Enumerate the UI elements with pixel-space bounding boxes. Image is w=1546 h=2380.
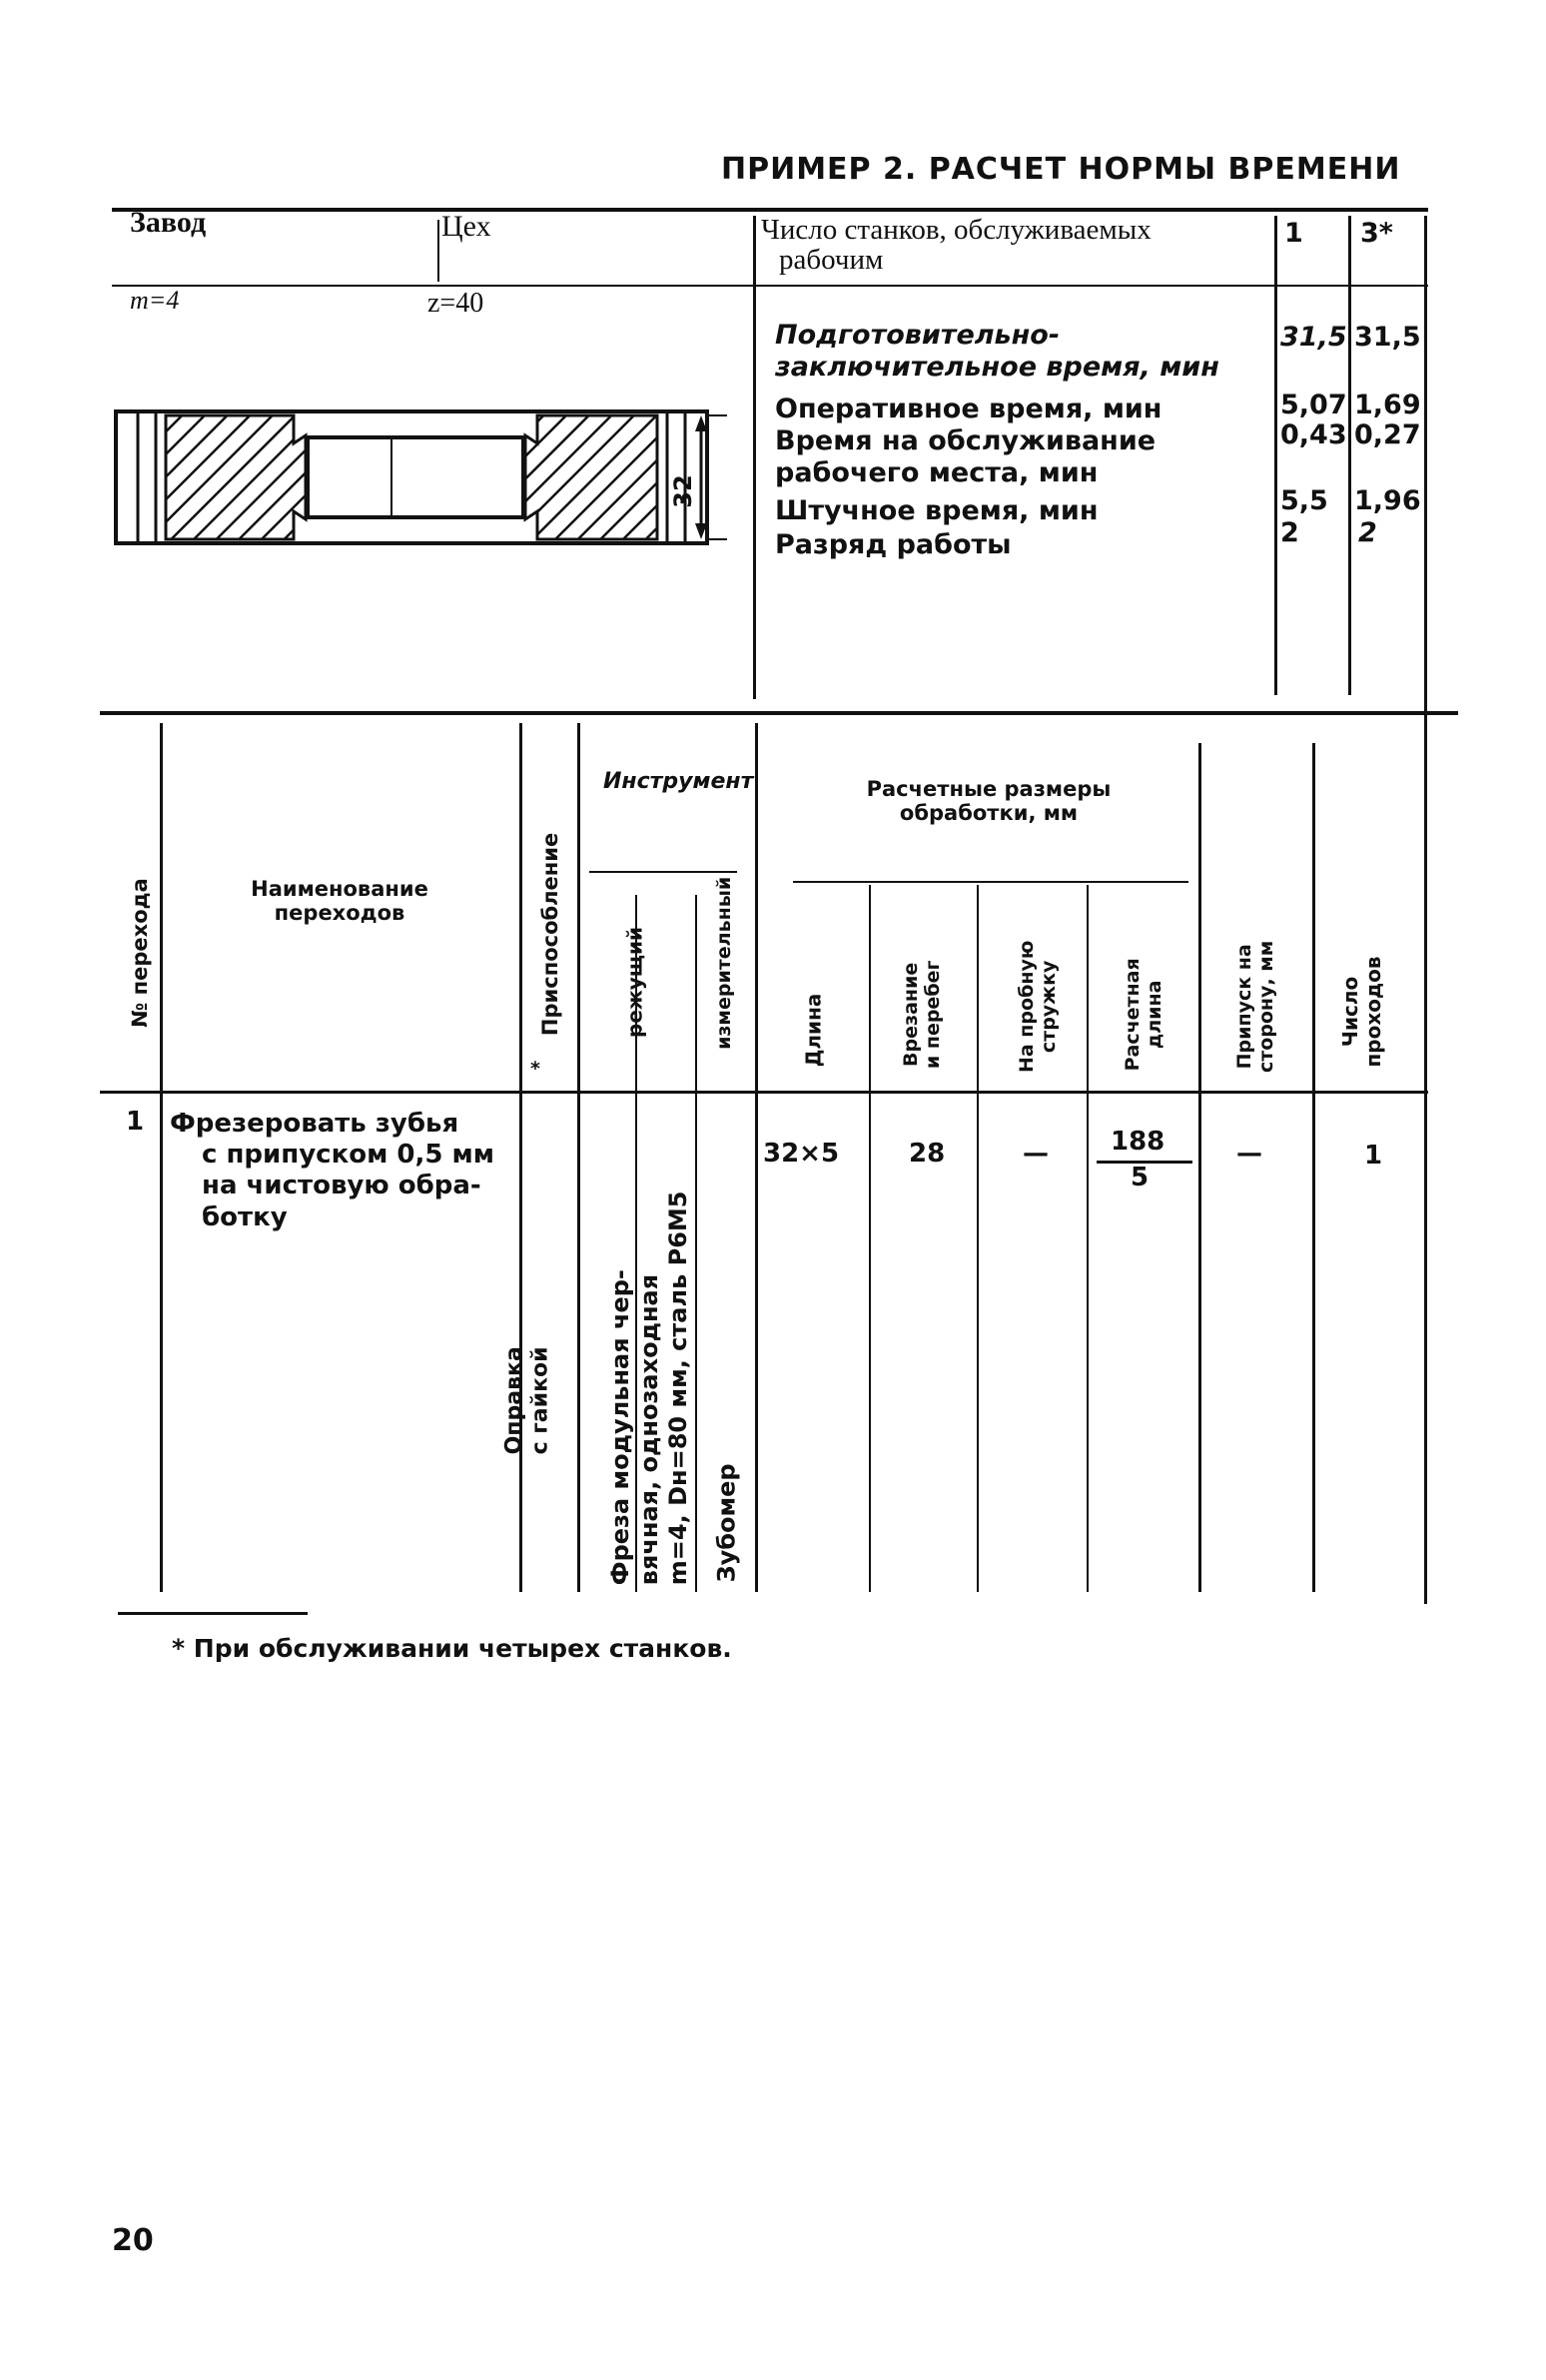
th-allowance: Припуск на сторону, мм	[1233, 940, 1277, 1074]
row-name	[170, 1109, 519, 1233]
param-service-v2: 0,27	[1354, 419, 1421, 450]
param-oper-v1: 5,07	[1280, 390, 1347, 420]
vline-3	[577, 723, 580, 1592]
header-top-rule	[112, 208, 1428, 212]
row-name-line-4: ботку	[202, 1201, 288, 1232]
row-passes: 1	[1364, 1141, 1383, 1171]
machines-divider-left	[753, 216, 756, 699]
th-instrument: Инструмент	[603, 769, 754, 794]
vline-1	[160, 723, 163, 1592]
teeth-value: z=40	[427, 288, 484, 319]
footnote-rule	[118, 1612, 308, 1615]
param-piece-label: Штучное время, мин	[775, 495, 1099, 526]
gear-width-dimension: 32	[669, 474, 697, 508]
param-grade-label: Разряд работы	[775, 529, 1012, 560]
machines-col2: 3*	[1360, 218, 1393, 249]
th-measuring: измерительный	[713, 876, 736, 1050]
page-number: 20	[112, 2223, 154, 2258]
th-dims: Расчетные размеры обработки, мм	[866, 777, 1112, 826]
th-length: Длина	[801, 993, 826, 1068]
vline-9	[1087, 885, 1089, 1592]
param-oper-v2: 1,69	[1354, 390, 1421, 420]
row-cutting-line-3: m=4, Dн=80 мм, сталь Р6М5	[663, 1190, 692, 1586]
table-top-rule	[100, 711, 1458, 715]
footnote: * При обслуживании четырех станков.	[172, 1634, 732, 1663]
dims-subrule	[793, 881, 1188, 883]
param-prep-v1: 31,5	[1280, 322, 1347, 353]
th-approach: Врезание и перебег	[900, 960, 944, 1070]
row-fixture-line-2: с гайкой	[528, 1346, 553, 1455]
param-piece-v2: 1,96	[1354, 485, 1421, 516]
right-border	[1424, 216, 1427, 1604]
row-name-line-3: на чистовую обра-	[202, 1171, 481, 1201]
row-cutting-line-1: Фреза модульная чер-	[605, 1269, 634, 1586]
param-service-v1: 0,43	[1280, 419, 1347, 450]
param-prep-v2: 31,5	[1354, 322, 1421, 353]
machines-col1: 1	[1284, 218, 1303, 249]
param-grade-v1: 2	[1280, 517, 1299, 548]
vline-10	[1198, 743, 1201, 1592]
th-calc-length: Расчетная длина	[1122, 958, 1165, 1072]
zavod-label: Завод	[130, 206, 207, 239]
vline-6	[755, 723, 758, 1592]
th-trial-chip: На пробную стружку	[1016, 940, 1060, 1074]
th-transition-name: Наименование переходов	[251, 877, 428, 926]
row-length: 32×5	[763, 1139, 840, 1169]
row-calc-length-num: 188	[1111, 1127, 1165, 1157]
vline-2	[519, 723, 522, 1592]
row-calc-length-den: 5	[1131, 1163, 1150, 1192]
param-prep-text: Подготовительно-заключительное время, мин	[775, 320, 1219, 383]
module-value: m=4	[130, 286, 180, 315]
param-prep-label	[775, 320, 1274, 384]
fixture-footnote-star: *	[530, 1058, 540, 1080]
row-approach: 28	[909, 1139, 946, 1169]
gear-section-drawing	[108, 397, 737, 557]
instrument-subrule	[589, 871, 737, 873]
row-name-line-1: Фрезеровать зубья	[170, 1109, 459, 1139]
table-header-rule	[100, 1091, 1428, 1094]
machines-label-line1: Число станков, обслуживаемых	[761, 214, 1152, 246]
tsekh-label: Цех	[441, 210, 491, 243]
zavod-divider	[437, 220, 439, 282]
param-oper-label: Оперативное время, мин	[775, 394, 1162, 424]
vline-11	[1312, 743, 1315, 1592]
row-cutting-line-2: вячная, однозаходная	[634, 1273, 663, 1586]
th-passes: Число проходов	[1338, 956, 1385, 1068]
row-number: 1	[126, 1107, 145, 1137]
vline-5	[695, 895, 697, 1592]
th-transition-number: № перехода	[127, 878, 152, 1028]
page-title: ПРИМЕР 2. РАСЧЕТ НОРМЫ ВРЕМЕНИ	[721, 152, 1401, 187]
header-mid-rule	[112, 285, 1428, 287]
row-allowance: —	[1236, 1139, 1262, 1169]
row-trial: —	[1023, 1139, 1049, 1169]
row-name-line-2: с припуском 0,5 мм	[202, 1140, 495, 1171]
col2-divider	[1348, 216, 1351, 695]
param-service-label: Время на обслуживание рабочего места, мин	[775, 425, 1157, 488]
vline-7	[869, 885, 871, 1592]
param-piece-v1: 5,5	[1280, 485, 1328, 516]
param-grade-v2: 2	[1358, 517, 1377, 548]
vline-8	[977, 885, 979, 1592]
th-fixture: Приспособление	[537, 832, 562, 1037]
col1-divider	[1274, 216, 1277, 695]
th-cutting: режущий	[622, 927, 647, 1038]
machines-label-line2: рабочим	[779, 244, 884, 276]
row-fixture-line-1: Оправка	[501, 1346, 527, 1455]
